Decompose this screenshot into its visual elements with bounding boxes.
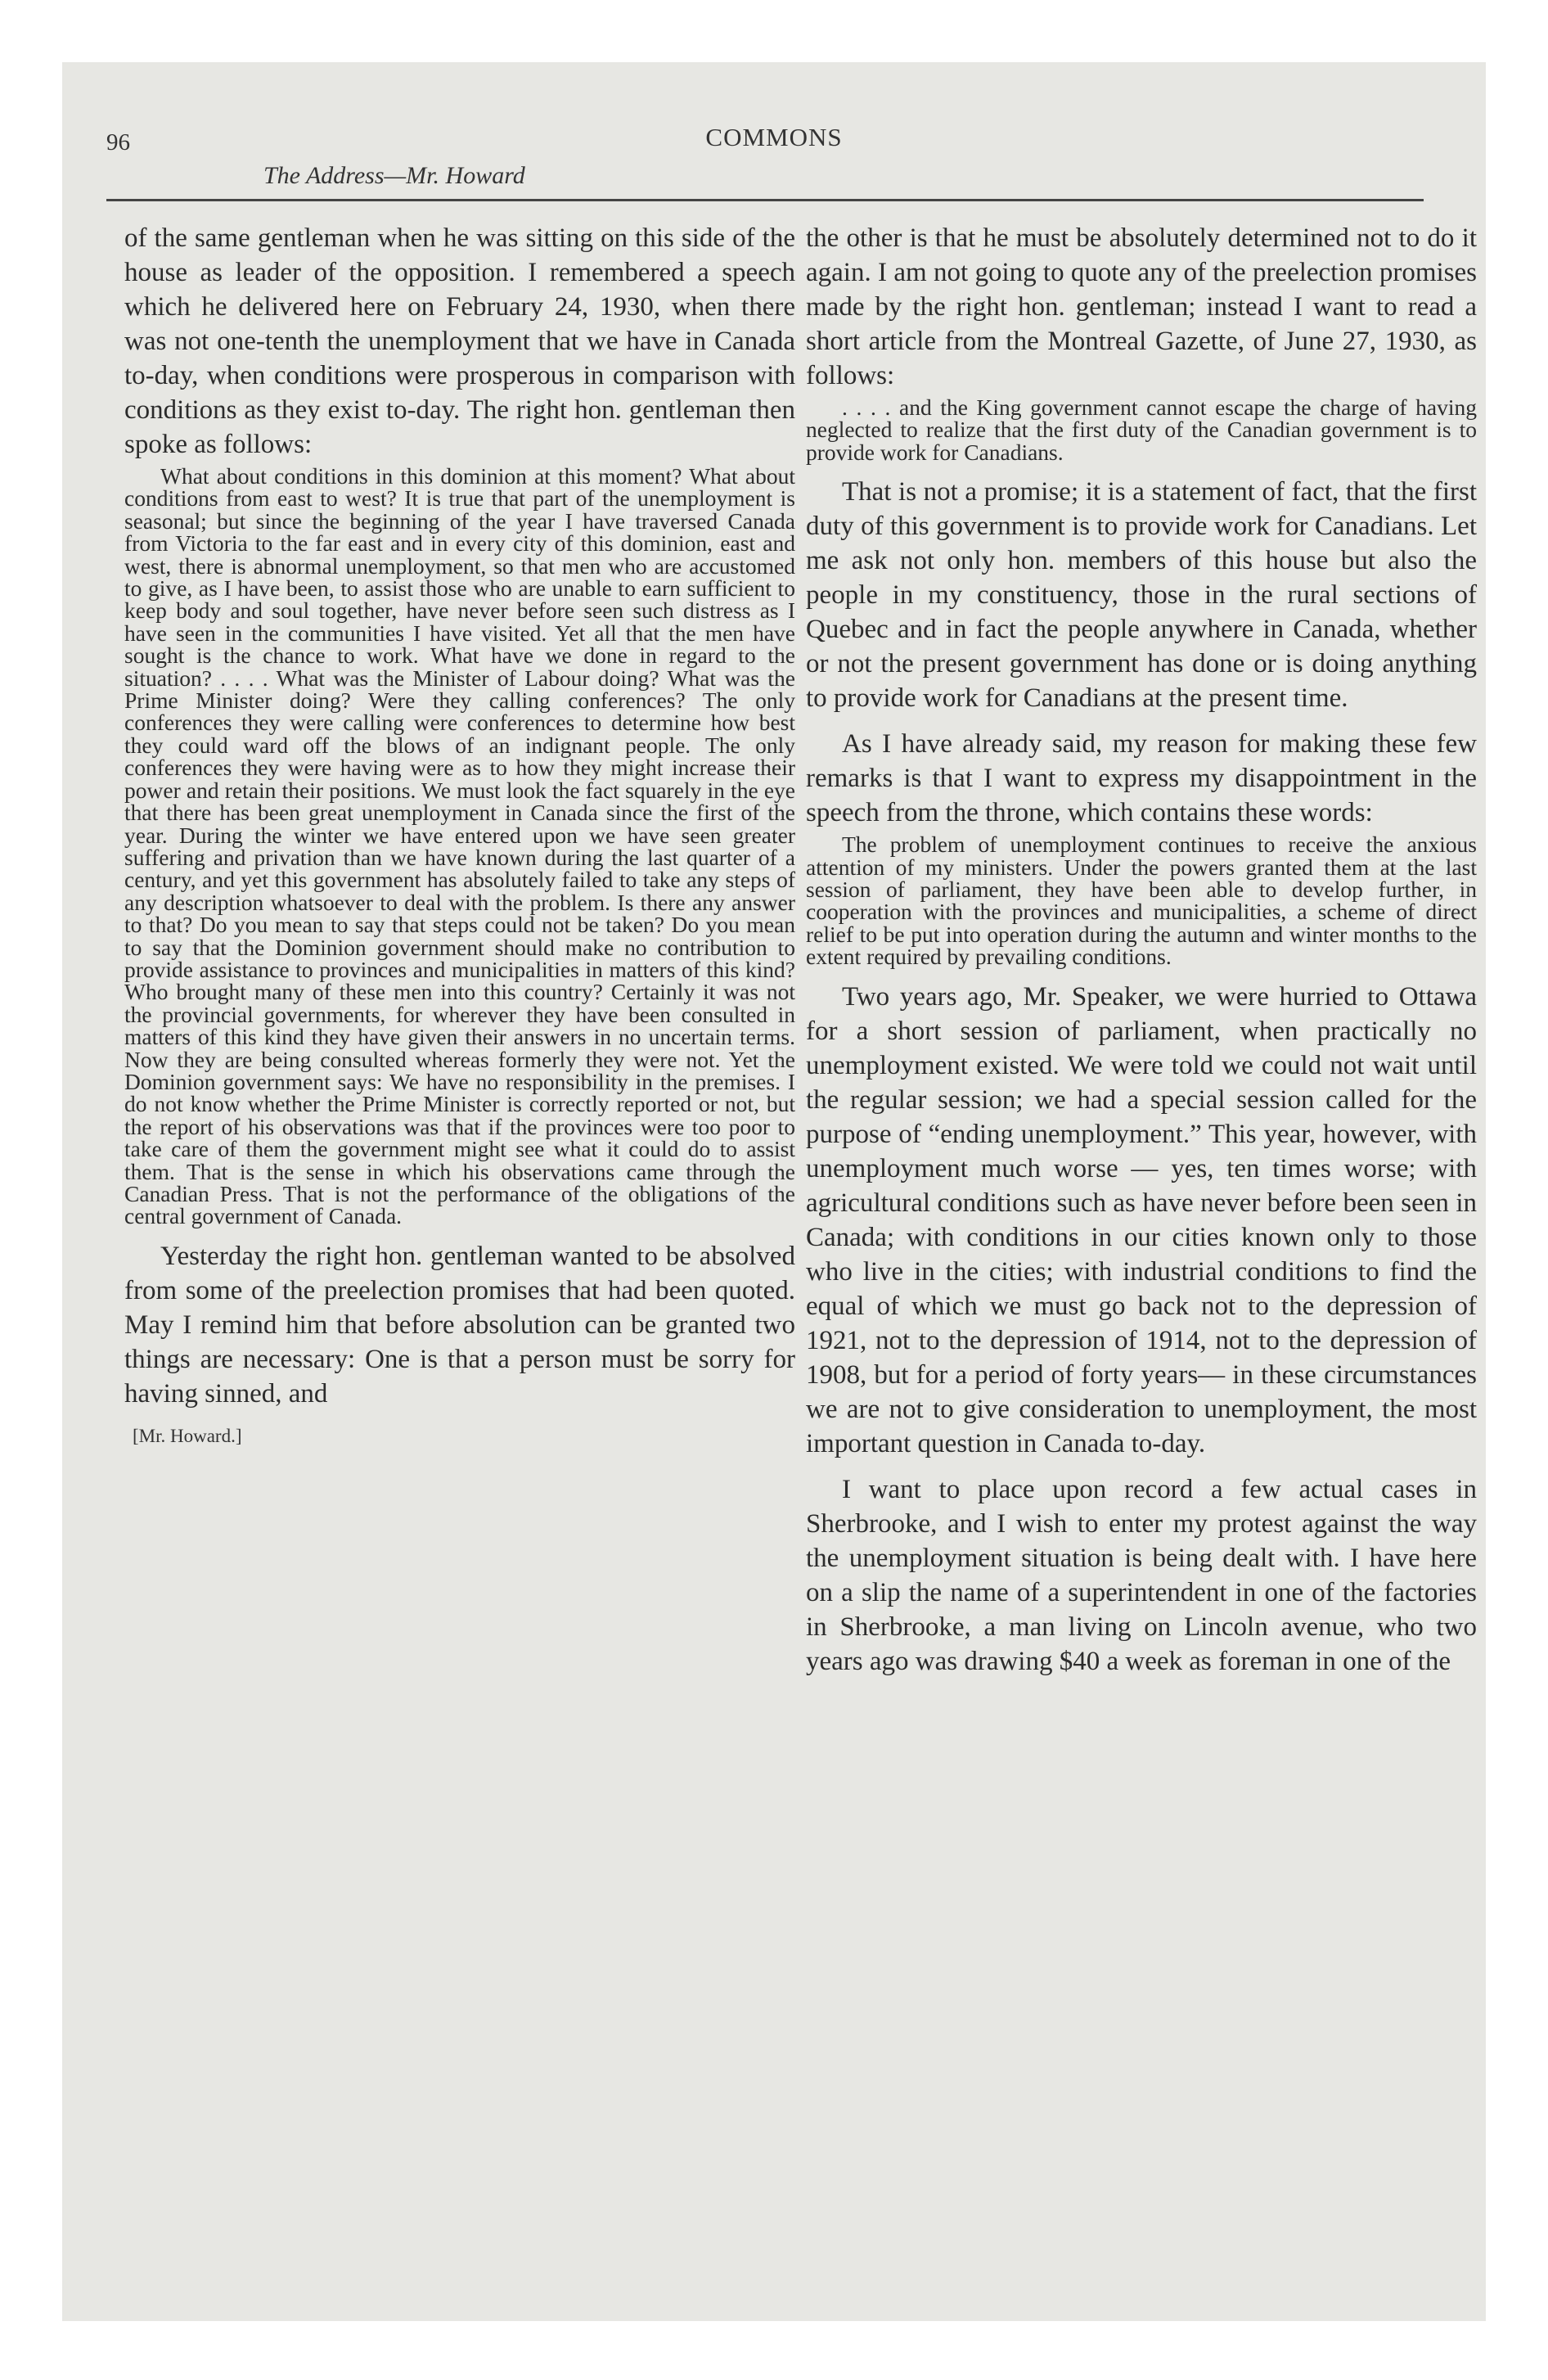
right-quote-1: . . . . and the King government cannot escape the charge of having neglected to realize that the first duty of the Canadian government is to provide work for Canadians. [806,394,1477,465]
right-paragraph-4: Two years ago, Mr. Speaker, we were hurried to Ottawa for a short session of parliament, when practically no unemployment existed. We were told we could not wait until the regular session; we had a special session called for the purpose of “ending unemployment.” This year, however, with unemployment much worse — yes, ten times worse; with agricultural conditions such as have never before been seen in Canada; with conditions in our cities known only to those who live in the cities; with industrial conditions to find the equal of which we must go back not to the depression of 1921, not to the depression of 1914, not to the depression of 1908, but for a period of forty years— in these circumstances we are not to give consideration to unemployment, the most important question in Canada to-day. [806,981,1477,1458]
running-head: COMMONS [705,123,843,151]
left-column [124,221,795,1447]
right-column [806,221,1477,1679]
right-paragraph-2: That is not a promise; it is a statement of fact, that the first duty of this government is to provide work for Canadians. Let me ask not only hon. members of this house but also the people in my constituency, those in the rural sections of Quebec and in fact the people anywhere in Canada, whether or not the present government has done or is doing anything to provide work for Canadians at the present time. [806,477,1477,714]
header-rule [106,199,1424,201]
section-subtitle: The Address—Mr. Howard [263,162,525,189]
page-number: 96 [106,129,130,156]
right-quote-2: The problem of unemployment continues to receive the anxious attention of my ministers. Under the powers granted them at the last session of parliament, they have been able to develop further, in cooperation with the provinces and municipalities, a scheme of direct relief to be put into operation during the autumn and winter months to the extent required by prevailing conditions. [806,832,1477,970]
left-quote-1: What about conditions in this dominion at this moment? What about conditions from east to west? It is true that part of the unemployment is seasonal; but since the beginning of the year I have traversed Canada from Victoria to the far east and in every city of this dominion, east and west, there is abnormal unemployment, so that men who are accustomed to give, as I have been, to assist those who are unable to earn sufficient to keep body and soul together, have never before seen such distress as I have seen in the communities I have visited. Yet all that the men have sought is the chance to work. What have we done in regard to the situation? . . . . What was the Minister of Labour doing? What was the Prime Minister doing? Were they calling conferences? The only conferences they were calling were conferences to determine how best they could ward off the blows of an indignant people. The only conferences they were having were as to how they might increase their power and retain their positions. We must look the fact squarely in the eye that there has been great unemployment in Canada since the first of the year. During the winter we have entered upon we have seen greater suffering and privation than we have known during the last quarter of a century, and yet this government has absolutely failed to take any steps of any description whatsoever to deal with the problem. Is there any answer to that? Do you mean to say that steps could not be taken? Do you mean to say that the Dominion government should make no contribution to provide assistance to provinces and municipalities in matters of this kind? Who brought many of these men into this country? Certainly it was not the provincial governments, for wherever they have been consulted in matters of this kind they have given their answers in no uncertain terms. Now they are being consulted whereas formerly they were not. Yet the Dominion government says: We have no responsibility in the premises. I do not know whether the Prime Minister is correctly reported or not, but the report of his observations was that if the provinces were too poor to take care of them the government might see what it could do to assist them. That is the sense in which his observations came through the Canadian Press. That is not the performance of the obligations of the central government of Canada. [124,463,795,1229]
left-paragraph-2: Yesterday the right hon. gentleman wanted to be absolved from some of the preelection promises that had been quoted. May I remind him that before absolution can be granted two things are necessary: One is that a person must be sorry for having sinned, and [124,1241,795,1409]
right-paragraph-5: I want to place upon record a few actual cases in Sherbrooke, and I wish to enter my protest against the way the unemployment situation is being dealt with. I have here on a slip the name of a superintendent in one of the factories in Sherbrooke, a man living on Lincoln avenue, who two years ago was drawing $40 a week as foreman in one of the [806,1474,1477,1676]
right-paragraph-1: the other is that he must be absolutely determined not to do it again. I am not going to quote any of the preelection promises made by the right hon. gentleman; instead I want to read a short article from the Montreal Gazette, of June 27, 1930, as follows: [806,223,1477,390]
speaker-note: [Mr. Howard.] [133,1425,242,1446]
left-paragraph-1: of the same gentleman when he was sitting on this side of the house as leader of the opposition. I remembered a speech which he delivered here on February 24, 1930, when there was not one-tenth the unemployment that we have in Canada to-day, when conditions were prosperous in comparison with conditions as they exist to-day. The right hon. gentleman then spoke as follows: [124,223,795,459]
right-paragraph-3: As I have already said, my reason for making these few remarks is that I want to express my disappointment in the speech from the throne, which contains these words: [806,729,1477,828]
